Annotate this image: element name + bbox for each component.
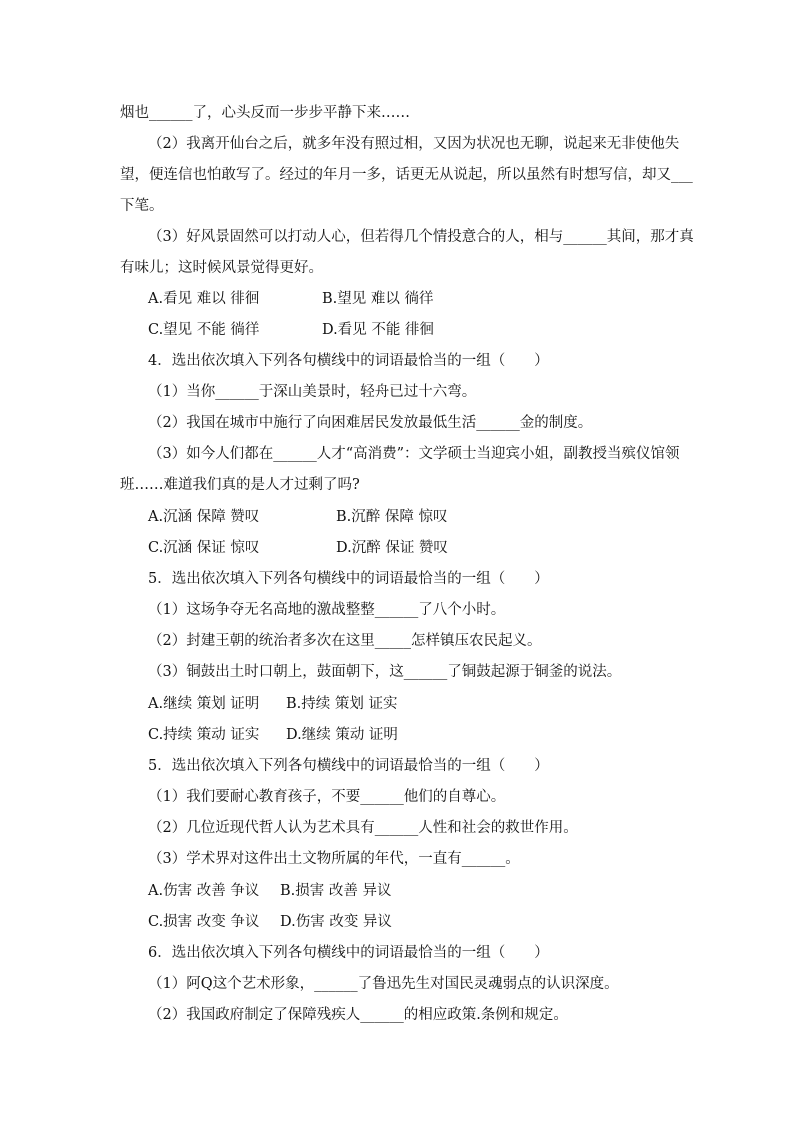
paragraph-line: （1）这场争夺无名高地的激战整整______了八个小时。 <box>148 602 506 618</box>
paragraph-line: （3）好风景固然可以打动人心，但若得几个情投意合的人，相与______其间，那才真 <box>148 229 694 245</box>
paragraph-line: 下笔。 <box>120 198 164 214</box>
option-b: B.望见 难以 徜徉 <box>322 291 434 307</box>
paragraph-line: （3）如今人们都在______人才“高消费”：文学硕士当迎宾小姐，副教授当殡仪馆领 <box>148 446 680 462</box>
paragraph-line: （3）学术界对这件出土文物所属的年代，一直有______。 <box>148 851 520 867</box>
paragraph-line: （1）我们要耐心教育孩子，不要______他们的自尊心。 <box>148 789 506 805</box>
paragraph-line: 烟也______了，心头反而一步步平静下来…… <box>120 105 410 121</box>
question-title: 6．选出依次填入下列各句横线中的词语最恰当的一组（ ） <box>148 945 549 961</box>
paragraph-line: （1）阿Q这个艺术形象，______了鲁迅先生对国民灵魂弱点的认识深度。 <box>148 976 619 992</box>
option-c: C.沉涵 保证 惊叹 <box>148 540 260 556</box>
option-d: D.看见 不能 徘徊 <box>322 322 434 338</box>
paragraph-line: 有味儿；这时候风景觉得更好。 <box>120 260 323 276</box>
option-d: D.沉醉 保证 赞叹 <box>336 540 448 556</box>
paragraph-line: （2）封建王朝的统治者多次在这里_____怎样镇压农民起义。 <box>148 633 542 649</box>
option-a: A.伤害 改善 争议 <box>148 883 260 899</box>
paragraph-line: （2）我国政府制定了保障残疾人______的相应政策.条例和规定。 <box>148 1007 568 1023</box>
question-title: 5．选出依次填入下列各句横线中的词语最恰当的一组（ ） <box>148 758 549 774</box>
paragraph-line: （2）我离开仙台之后，就多年没有照过相，又因为状况也无聊，说起来无非使他失 <box>148 136 680 152</box>
option-b: B.持续 策划 证实 <box>286 696 398 712</box>
option-c: C.持续 策动 证实 <box>148 727 260 743</box>
question-title: 5．选出依次填入下列各句横线中的词语最恰当的一组（ ） <box>148 571 549 587</box>
paragraph-line: （3）铜鼓出土时口朝上，鼓面朝下，这______了铜鼓起源于铜釜的说法。 <box>148 664 622 680</box>
option-a: A.沉涵 保障 赞叹 <box>148 509 260 525</box>
option-c: C.损害 改变 争议 <box>148 914 260 930</box>
paragraph-line: （2）几位近现代哲人认为艺术具有______人性和社会的救世作用。 <box>148 820 578 836</box>
option-a: A.看见 难以 徘徊 <box>148 291 260 307</box>
question-title: 4．选出依次填入下列各句横线中的词语最恰当的一组（ ） <box>148 353 549 369</box>
option-c: C.望见 不能 徜徉 <box>148 322 260 338</box>
option-b: B.沉醉 保障 惊叹 <box>336 509 448 525</box>
option-d: D.继续 策动 证明 <box>286 727 398 743</box>
paragraph-line: （2）我国在城市中施行了向困难居民发放最低生活______金的制度。 <box>148 415 593 431</box>
paragraph-line: （1）当你______于深山美景时，轻舟已过十六弯。 <box>148 384 477 400</box>
paragraph-line: 望，便连信也怕敢写了。经过的年月一多，话更无从说起，所以虽然有时想写信，却又___ <box>120 167 693 183</box>
option-b: B.损害 改善 异议 <box>280 883 392 899</box>
paragraph-line: 班……难道我们真的是人才过剩了吗? <box>120 477 360 493</box>
option-d: D.伤害 改变 异议 <box>280 914 392 930</box>
option-a: A.继续 策划 证明 <box>148 696 260 712</box>
